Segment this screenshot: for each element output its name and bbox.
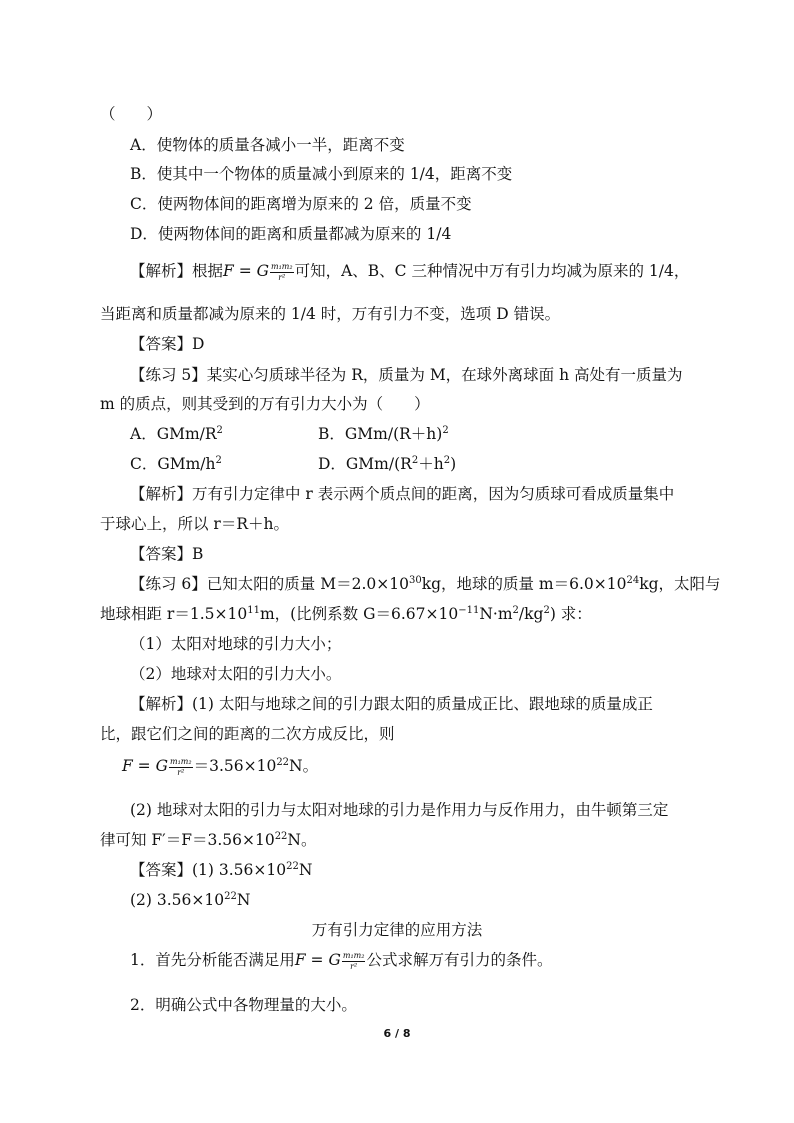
formula-lhs: F = G [223,262,269,280]
q4-analysis-suffix: 可知，A、B、C 三种情况中万有引力均减为原来的 1/4， [294,262,690,280]
q6-result-formula: F = G $\frac{\text{m₁m₂}}{\text{r²}}$ $=3.56\times 10^{22}N$。 [122,756,319,777]
q5-option-d: D．GMm/$(R^2+h^2)$ [318,454,457,473]
q5-option-c: C．GMm/$h^2$ [130,454,222,473]
q4-option-b: B．使其中一个物体的质量减小到原来的 1/4，距离不变 [130,165,513,183]
q6-answer-line2: (2) $3.56\times 10^{22}N$ [130,890,251,909]
method-step-1: 1．首先分析能否满足用F = G $\frac{\text{m₁m₂}}{\text{r²}}$ 公式求解万有引力的条件。 [130,950,553,971]
method-fraction: $\frac{\text{m₁m₂}}{\text{r²}}$ [342,950,365,971]
result-fraction: $\frac{\text{m₁m₂}}{\text{r²}}$ [169,756,192,777]
q4-analysis-line2: 当距离和质量都减为原来的 1/4 时，万有引力不变，选项 D 错误。 [100,305,561,323]
q4-option-d: D．使两物体间的距离和质量都减为原来的 1/4 [130,225,452,243]
method-title: 万有引力定律的应用方法 [311,921,483,939]
q5-stem-line1: 【练习 5】某实心匀质球半径为 R，质量为 M，在球外离球面 h 高处有一质量为 [130,366,683,384]
q5-answer: 【答案】B [130,545,204,563]
q6-analysis-line1: 【解析】(1) 太阳与地球之间的引力跟太阳的质量成正比、跟地球的质量成正 [130,695,653,713]
q6-stem-line2: 地球相距 $r=1.5\times 10^{11}m$，(比例系数 $G=6.67\times 10^{-11}N\cdot m^2/kg^2$) 求： [100,604,592,623]
q4-answer: 【答案】D [130,335,205,353]
q6-answer-line1: 【答案】(1) $3.56\times 10^{22}N$ [130,860,313,879]
q4-option-c: C．使两物体间的距离增为原来的 2 倍，质量不变 [130,195,472,213]
q4-analysis-line1 [130,260,689,283]
q4-paren: （ ） [100,105,163,123]
page-number: 6 / 8 [383,1027,411,1040]
method-step-2: 2．明确公式中各物理量的大小。 [130,996,357,1014]
q6-sub-question-2: （2）地球对太阳的引力大小。 [130,665,342,683]
q6-analysis-line2: 比，跟它们之间的距离的二次方成反比，则 [100,725,395,743]
q6-stem-line1: 【练习 6】已知太阳的质量 $M=2.0\times 10^{30}kg$，地球的质量 $m=6.0\times 10^{24}kg$，太阳与 [130,574,721,593]
q6-analysis-line3: (2) 地球对太阳的引力与太阳对地球的引力是作用力与反作用力，由牛顿第三定 [130,801,669,819]
q5-analysis-line2: 于球心上，所以 r＝R＋h。 [100,515,289,533]
q4-analysis-prefix: 【解析】根据 [130,262,224,280]
q5-option-a: A．GMm/$R^2$ [130,424,223,443]
q6-analysis-line4: 律可知 $F'=F=3.56\times 10^{22}N$。 [100,830,317,849]
formula-fraction: $\frac{\text{m₁m₂}}{\text{r²}}$ [271,261,293,282]
q5-option-b: B．GMm/$(R+h)^2$ [318,424,449,443]
q5-analysis-line1: 【解析】万有引力定律中 r 表示两个质点间的距离，因为匀质球可看成质量集中 [130,485,675,503]
q6-sub-question-1: （1）太阳对地球的引力大小； [130,635,342,653]
q5-stem-line2: m 的质点，则其受到的万有引力大小为（ ） [100,395,430,413]
q4-option-a: A．使物体的质量各减小一半，距离不变 [130,136,405,154]
